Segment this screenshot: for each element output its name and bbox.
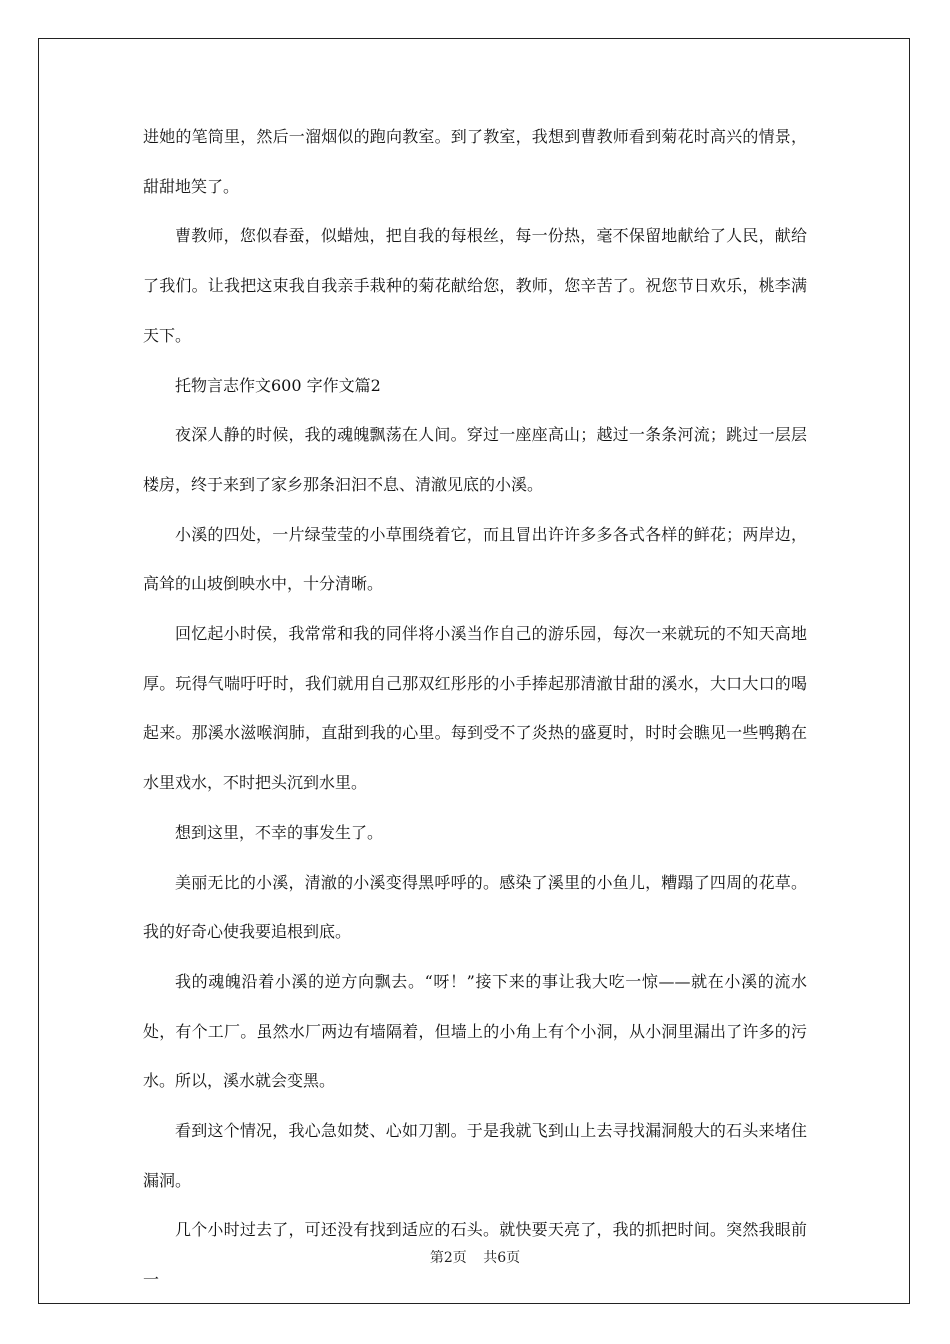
document-body — [143, 112, 807, 1305]
paragraph-5: 回忆起小时侯，我常常和我的同伴将小溪当作自己的游乐园，每次一来就玩的不知天高地厚。玩得气喘吁吁时，我们就用自己那双红彤彤的小手捧起那清澈甘甜的溪水，大口大口的喝起来。那溪水滋喉润肺，直甜到我的心里。每到受不了炎热的盛夏时，时时会瞧见一些鸭鹅在水里戏水，不时把头沉到水里。 — [143, 624, 807, 793]
paragraph-3: 夜深人静的时候，我的魂魄飘荡在人间。穿过一座座高山；越过一条条河流；跳过一层层楼房，终于来到了家乡那条汩汩不息、清澈见底的小溪。 — [143, 425, 807, 494]
paragraph-7: 美丽无比的小溪，清澈的小溪变得黑呼呼的。感染了溪里的小鱼儿，糟蹋了四周的花草。我的好奇心使我要追根到底。 — [143, 872, 807, 942]
page-footer — [0, 1247, 950, 1267]
paragraph-4: 小溪的四处，一片绿莹莹的小草围绕着它，而且冒出许许多多各式各样的鲜花；两岸边，高耸的山坡倒映水中，十分清晰。 — [143, 524, 807, 594]
paragraph-6: 想到这里，不幸的事发生了。 — [175, 822, 384, 842]
paragraph-10: 几个小时过去了，可还没有找到适应的石头。就快要天亮了，我的抓把时间。突然我眼前一 — [143, 1220, 807, 1290]
page-total: 共6页 — [483, 1250, 521, 1266]
page-number: 第2页 — [429, 1250, 467, 1266]
paragraph-8: 我的魂魄沿着小溪的逆方向飘去。“呀！”接下来的事让我大吃一惊——就在小溪的流水处，有个工厂。虽然水厂两边有墙隔着，但墙上的小角上有个小洞，从小洞里漏出了许多的污水。所以，溪水就会变黑。 — [143, 971, 807, 1091]
paragraph-9: 看到这个情况，我心急如焚、心如刀割。于是我就飞到山上去寻找漏洞般大的石头来堵住漏洞。 — [143, 1121, 807, 1190]
paragraph-1: 进她的笔筒里，然后一溜烟似的跑向教室。到了教室，我想到曹教师看到菊花时高兴的情景，甜甜地笑了。 — [143, 127, 807, 196]
section-heading: 托物言志作文600 字作文篇2 — [175, 375, 381, 395]
paragraph-2: 曹教师，您似春蚕，似蜡烛，把自我的每根丝，每一份热，毫不保留地献给了人民，献给了我们。让我把这束我自我亲手栽种的菊花献给您，教师，您辛苦了。祝您节日欢乐，桃李满天下。 — [143, 226, 807, 345]
